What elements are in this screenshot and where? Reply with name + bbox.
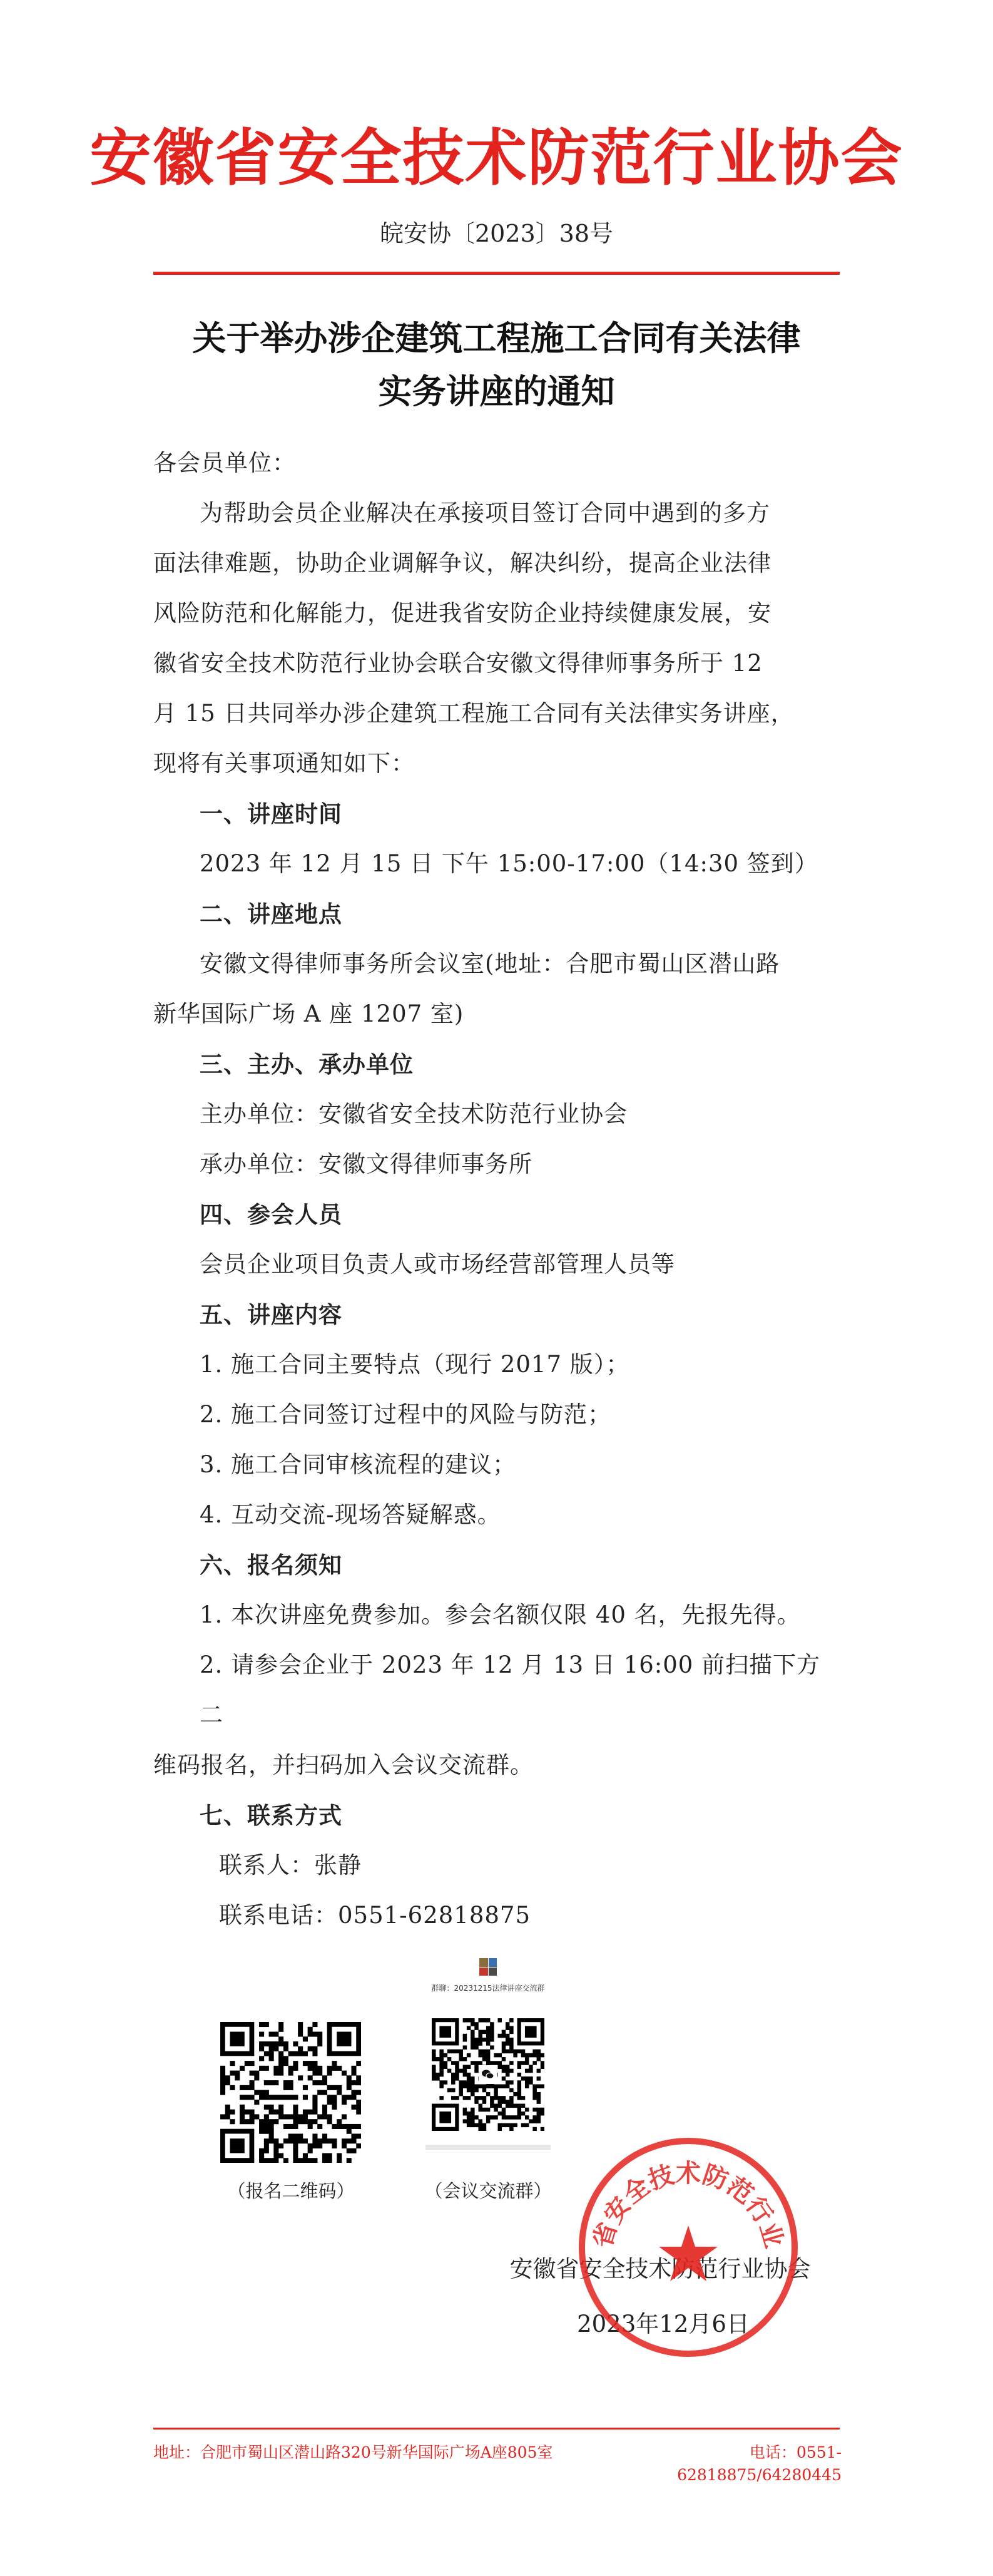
- signature-org: 安徽省安全技术防范行业协会: [509, 2255, 811, 2282]
- group-card-footnote-bar: [425, 2145, 551, 2150]
- registration-item: 2. 请参会企业于 2023 年 12 月 13 日 16:00 前扫描下方二: [200, 1651, 821, 1728]
- section-heading-organizers: 三、主办、承办单位: [200, 1050, 414, 1078]
- salutation: 各会员单位：: [153, 449, 296, 476]
- group-avatar: [479, 1958, 497, 1976]
- contact-phone: 联系电话：0551-62818875: [219, 1902, 531, 1929]
- registration-qr-caption: （报名二维码）: [227, 2180, 355, 2202]
- section-venue-line: 新华国际广场 A 座 1207 室): [153, 1000, 464, 1027]
- section-heading-content: 五、讲座内容: [200, 1301, 342, 1328]
- section-heading-attendees: 四、参会人员: [200, 1201, 342, 1228]
- intro-line: 徽省安全技术防范行业协会联合安徽文得律师事务所于 12: [153, 650, 763, 677]
- intro-line: 面法律难题，协助企业调解争议，解决纠纷，提高企业法律: [153, 550, 771, 577]
- footer-address: 地址：合肥市蜀山区潜山路320号新华国际广场A座805室: [153, 2443, 553, 2461]
- section-attendees-text: 会员企业项目负责人或市场经营部管理人员等: [200, 1251, 675, 1278]
- group-card-title: 群聊：20231215法律讲座交流群: [431, 1984, 545, 1993]
- section-heading-contact: 七、联系方式: [200, 1802, 342, 1829]
- footer-phone: 电话：0551-62818875/64280445: [677, 2443, 842, 2484]
- section-heading-time: 一、讲座时间: [200, 800, 342, 828]
- section-heading-registration: 六、报名须知: [200, 1551, 342, 1579]
- content-item: 2. 施工合同签订过程中的风险与防范；: [200, 1401, 612, 1428]
- header-divider: [153, 272, 840, 275]
- qr-code-icon: [220, 2022, 361, 2163]
- notice-title-line2: 实务讲座的通知: [378, 371, 615, 411]
- document-number: 皖安协〔2023〕38号: [379, 220, 614, 247]
- seal-icon: [573, 2132, 804, 2363]
- seal-text: 省安全技术防范行业: [588, 2158, 789, 2252]
- registration-qr-code[interactable]: [220, 2022, 361, 2163]
- section-host: 主办单位：安徽省安全技术防范行业协会: [200, 1101, 628, 1127]
- org-name-heading: 安徽省安全技术防范行业协会: [89, 122, 904, 194]
- section-venue-line: 安徽文得律师事务所会议室(地址：合肥市蜀山区潜山路: [200, 950, 780, 977]
- registration-item: 维码报名，并扫码加入会议交流群。: [153, 1752, 534, 1778]
- content-item: 1. 施工合同主要特点（现行 2017 版）；: [200, 1351, 630, 1378]
- intro-line: 为帮助会员企业解决在承接项目签订合同中遇到的多方: [200, 500, 770, 526]
- footer-divider: [153, 2428, 840, 2430]
- notice-body: [153, 438, 842, 1941]
- section-organizer: 承办单位：安徽文得律师事务所: [200, 1151, 532, 1178]
- intro-line: 风险防范和化解能力，促进我省安防企业持续健康发展，安: [153, 600, 771, 627]
- svg-text:安徽省安全技术防范行业协会: [573, 2132, 789, 2251]
- section-time-text: 2023 年 12 月 15 日 下午 15:00-17:00（14:30 签到）: [200, 850, 818, 877]
- content-item: 4. 互动交流-现场答疑解惑。: [200, 1501, 501, 1528]
- section-heading-venue: 二、讲座地点: [200, 900, 342, 928]
- intro-line: 现将有关事项通知如下：: [153, 750, 415, 777]
- wechat-icon: [479, 2065, 497, 2084]
- group-qr-caption: （会议交流群）: [424, 2180, 552, 2202]
- signature-date: 2023年12月6日: [577, 2311, 750, 2337]
- official-seal: [573, 2132, 804, 2363]
- group-qr-card[interactable]: [419, 1958, 557, 2165]
- notice-title-line1: 关于举办涉企建筑工程施工合同有关法律: [192, 318, 801, 358]
- registration-item: 1. 本次讲座免费参加。参会名额仅限 40 名，先报先得。: [200, 1601, 801, 1628]
- intro-line: 月 15 日共同举办涉企建筑工程施工合同有关法律实务讲座，: [153, 700, 795, 727]
- content-item: 3. 施工合同审核流程的建议；: [200, 1451, 517, 1478]
- contact-person: 联系人：张静: [219, 1852, 362, 1879]
